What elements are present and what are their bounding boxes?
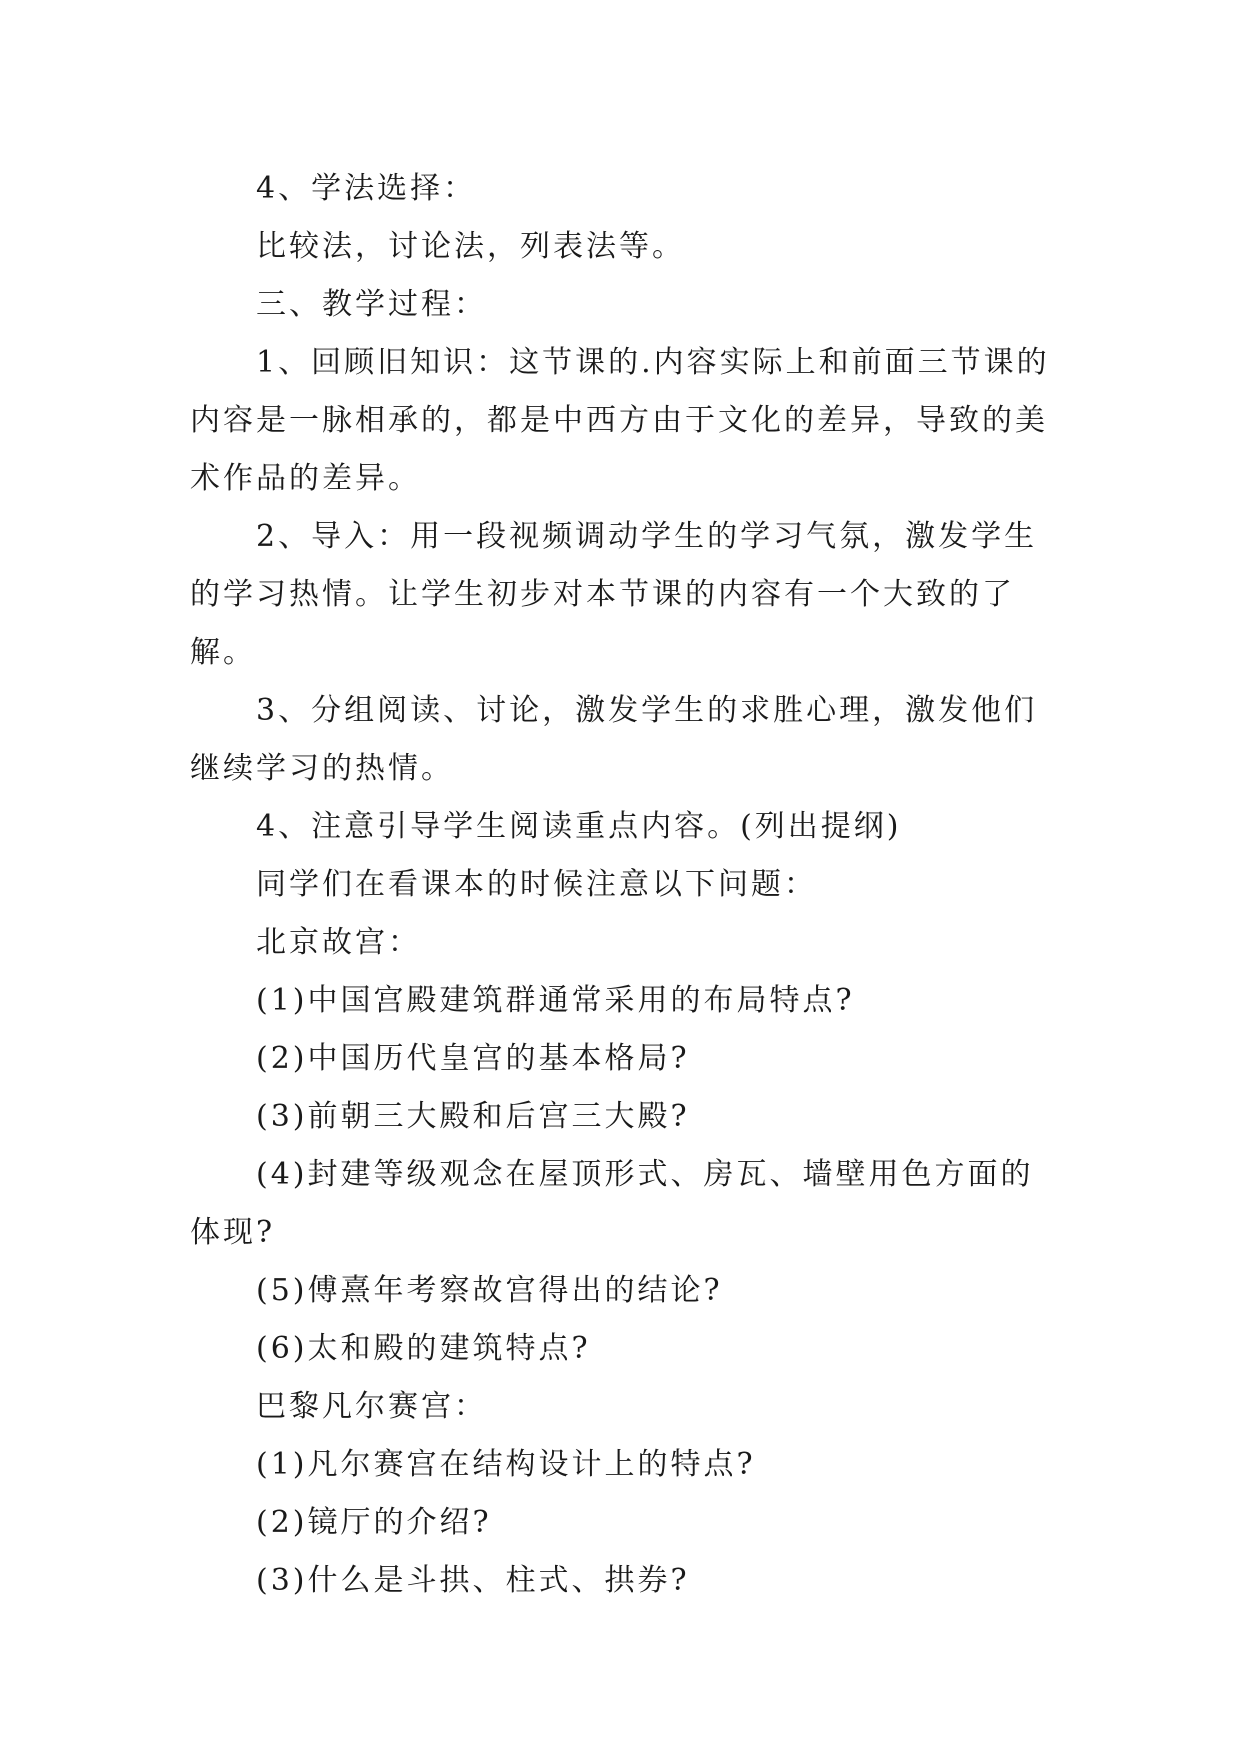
list-item: (2)中国历代皇宫的基本格局? <box>256 1041 690 1076</box>
list-item: (6)太和殿的建筑特点? <box>256 1331 591 1366</box>
section-heading-forbidden-city: 北京故宫： <box>256 925 421 960</box>
list-item: (3)前朝三大殿和后宫三大殿? <box>256 1099 690 1134</box>
list-item: (3)什么是斗拱、柱式、拱券? <box>256 1563 690 1598</box>
list-item: (1)凡尔赛宫在结构设计上的特点? <box>256 1447 756 1482</box>
list-item: (5)傅熹年考察故宫得出的结论? <box>256 1273 723 1308</box>
paragraph-questions-intro: 同学们在看课本的时候注意以下问题： <box>256 867 817 902</box>
paragraph-group-reading: 3、分组阅读、讨论，激发学生的求胜心理，激发他们继续学习的热情。 <box>190 693 1038 786</box>
list-item: (1)中国宫殿建筑群通常采用的布局特点? <box>256 983 855 1018</box>
list-item: (4)封建等级观念在屋顶形式、房瓦、墙壁用色方面的体现? <box>190 1157 1034 1250</box>
paragraph-study-methods: 比较法，讨论法，列表法等。 <box>256 229 685 264</box>
paragraph-guided-reading: 4、注意引导学生阅读重点内容。(列出提纲) <box>256 809 902 844</box>
paragraph-review: 1、回顾旧知识：这节课的.内容实际上和前面三节课的内容是一脉相承的，都是中西方由于文化的差异，导致的美术作品的差异。 <box>190 345 1050 496</box>
paragraph-teaching-process-heading: 三、教学过程： <box>256 287 487 322</box>
paragraph-study-method-heading: 4、学法选择： <box>256 171 477 206</box>
section-heading-versailles: 巴黎凡尔赛宫： <box>256 1389 487 1424</box>
list-item: (2)镜厅的介绍? <box>256 1505 492 1540</box>
paragraph-introduction: 2、导入：用一段视频调动学生的学习气氛，激发学生的学习热情。让学生初步对本节课的内容有一个大致的了解。 <box>190 519 1038 670</box>
document-body <box>190 160 1052 1610</box>
